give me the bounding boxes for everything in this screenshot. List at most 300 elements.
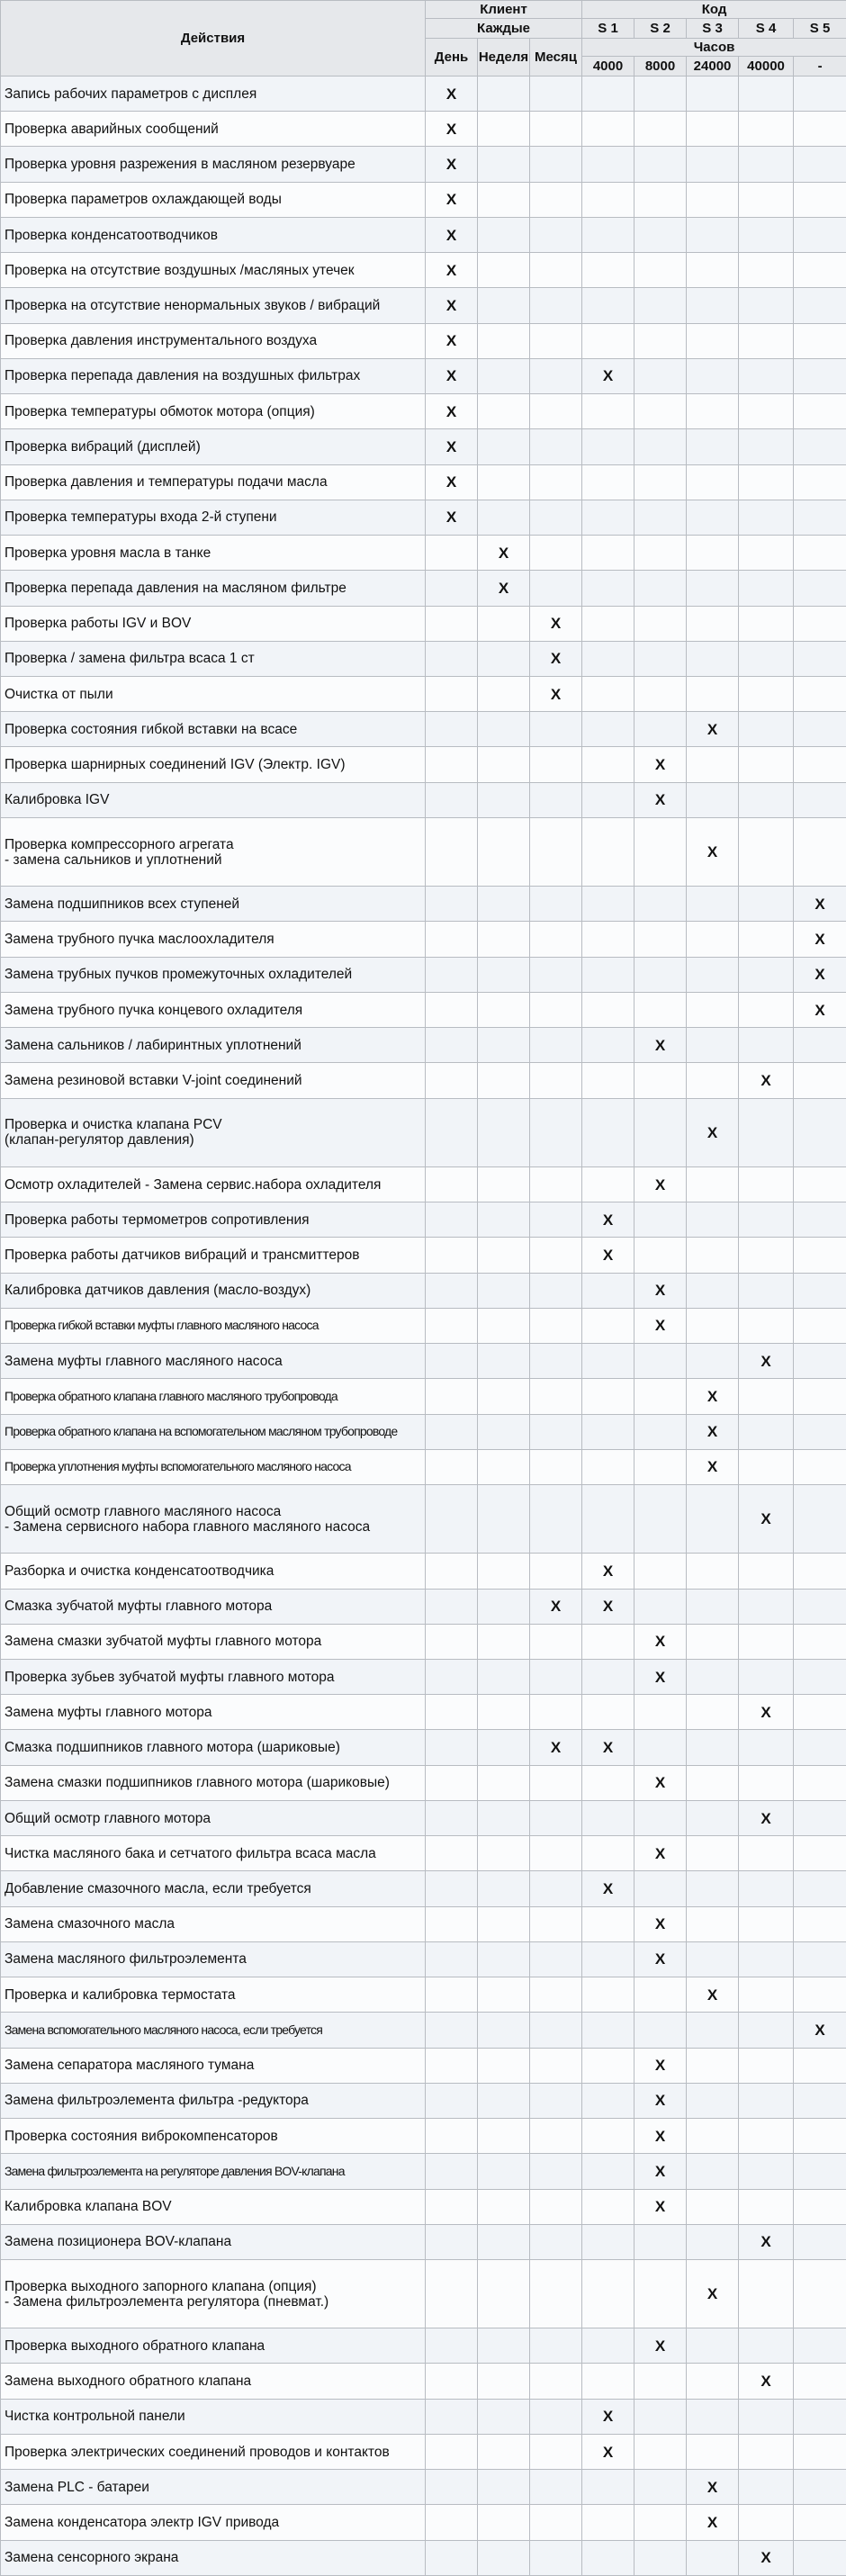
action-cell: [1, 1554, 426, 1589]
mark-cell-week: [478, 394, 530, 429]
mark-cell-s3: [687, 1730, 739, 1765]
mark-cell-s1: [582, 782, 634, 817]
mark-cell-day: [426, 1414, 478, 1449]
hours-header: Часов: [582, 39, 846, 57]
mark-cell-s4: [739, 1098, 794, 1166]
action-label: Общий осмотр главного масляного насоса - Замена сервисного набора главного масляного насоса: [4, 1503, 371, 1535]
mark-cell-week: [478, 1379, 530, 1414]
mark-cell-month: [530, 1977, 582, 2013]
mark-cell-s2: X: [634, 1836, 687, 1871]
mark-cell-s3: X: [687, 1414, 739, 1449]
mark-cell-s5: [794, 676, 846, 711]
mark-cell-week: [478, 712, 530, 747]
table-row: [1, 1871, 846, 1906]
mark-cell-s1: [582, 323, 634, 358]
mark-cell-day: X: [426, 112, 478, 147]
action-cell: [1, 500, 426, 535]
table-row: [1, 2434, 846, 2469]
table-row: [1, 2224, 846, 2259]
mark-cell-month: [530, 1765, 582, 1800]
action-label: Замена вспомогательного масляного насоса, если требуется: [4, 2022, 323, 2037]
mark-cell-s3: [687, 2540, 739, 2575]
mark-cell-s1: [582, 1063, 634, 1098]
mark-cell-s5: [794, 1238, 846, 1273]
mark-cell-day: [426, 2399, 478, 2434]
mark-cell-day: [426, 957, 478, 992]
action-label: Проверка выходного запорного клапана (опция) - Замена фильтроэлемента регулятора (пневмат.): [4, 2278, 329, 2310]
s4-hours: 40000: [739, 57, 794, 77]
mark-cell-week: [478, 887, 530, 922]
mark-cell-month: [530, 1695, 582, 1730]
mark-cell-week: [478, 2048, 530, 2083]
mark-cell-month: [530, 253, 582, 288]
mark-cell-s2: X: [634, 1308, 687, 1343]
client-header: Клиент: [426, 1, 582, 19]
table-row: [1, 2259, 846, 2328]
action-label: Очистка от пыли: [4, 686, 113, 702]
mark-cell-s4: [739, 217, 794, 252]
mark-cell-week: [478, 2154, 530, 2189]
mark-cell-month: [530, 536, 582, 571]
mark-cell-week: [478, 1695, 530, 1730]
mark-cell-s2: [634, 676, 687, 711]
mark-cell-s1: [582, 2470, 634, 2505]
mark-cell-s4: [739, 782, 794, 817]
action-label: Проверка работы термометров сопротивления: [4, 1211, 310, 1228]
mark-cell-s3: [687, 2434, 739, 2469]
mark-cell-s4: [739, 112, 794, 147]
mark-cell-s3: [687, 536, 739, 571]
mark-cell-month: [530, 2505, 582, 2540]
mark-cell-week: [478, 1166, 530, 1202]
mark-cell-month: [530, 2328, 582, 2364]
mark-cell-week: [478, 429, 530, 464]
mark-cell-month: [530, 1238, 582, 1273]
table-row: [1, 464, 846, 500]
table-row: [1, 1941, 846, 1977]
action-label: Замена подшипников всех ступеней: [4, 896, 240, 912]
table-row: [1, 1379, 846, 1414]
mark-cell-s4: [739, 1308, 794, 1343]
mark-cell-s1: [582, 429, 634, 464]
mark-cell-week: [478, 2189, 530, 2224]
mark-cell-s3: [687, 147, 739, 182]
mark-cell-s3: [687, 1941, 739, 1977]
mark-cell-s2: X: [634, 1941, 687, 1977]
mark-cell-s4: [739, 606, 794, 641]
mark-cell-s3: X: [687, 712, 739, 747]
action-label: Проверка электрических соединений проводов и контактов: [4, 2444, 390, 2460]
mark-cell-s2: X: [634, 782, 687, 817]
mark-cell-week: [478, 2434, 530, 2469]
table-row: [1, 1063, 846, 1098]
action-label: Проверка / замена фильтра всаса 1 ст: [4, 651, 255, 667]
mark-cell-week: [478, 1730, 530, 1765]
mark-cell-s5: [794, 1273, 846, 1308]
mark-cell-s2: [634, 1589, 687, 1624]
mark-cell-s4: X: [739, 2364, 794, 2399]
mark-cell-s4: [739, 957, 794, 992]
mark-cell-day: [426, 992, 478, 1027]
mark-cell-month: [530, 782, 582, 817]
mark-cell-s5: [794, 2470, 846, 2505]
mark-cell-day: [426, 887, 478, 922]
mark-cell-month: [530, 571, 582, 606]
mark-cell-s4: [739, 2505, 794, 2540]
mark-cell-month: [530, 957, 582, 992]
mark-cell-s1: [582, 571, 634, 606]
action-label: Проверка перепада давления на воздушных фильтрах: [4, 368, 361, 384]
mark-cell-s5: [794, 1166, 846, 1202]
mark-cell-s1: [582, 887, 634, 922]
action-label: Замена сальников / лабиринтных уплотнений: [4, 1037, 302, 1053]
mark-cell-s5: X: [794, 992, 846, 1027]
action-label: Смазка подшипников главного мотора (шариковые): [4, 1740, 340, 1756]
mark-cell-s3: [687, 2154, 739, 2189]
mark-cell-week: [478, 2470, 530, 2505]
table-row: [1, 358, 846, 393]
mark-cell-week: [478, 217, 530, 252]
action-cell: [1, 992, 426, 1027]
mark-cell-month: [530, 1624, 582, 1659]
mark-cell-s2: [634, 536, 687, 571]
table-row: [1, 641, 846, 676]
mark-cell-week: [478, 1063, 530, 1098]
action-label: Проверка работы датчиков вибраций и трансмиттеров: [4, 1247, 360, 1263]
mark-cell-s5: [794, 2154, 846, 2189]
mark-cell-s1: [582, 2540, 634, 2575]
mark-cell-s3: [687, 429, 739, 464]
mark-cell-s5: [794, 2399, 846, 2434]
mark-cell-day: [426, 1028, 478, 1063]
actions-header: Действия: [1, 1, 426, 77]
mark-cell-month: X: [530, 641, 582, 676]
mark-cell-month: [530, 2154, 582, 2189]
mark-cell-s5: [794, 2189, 846, 2224]
mark-cell-day: X: [426, 147, 478, 182]
mark-cell-week: [478, 1028, 530, 1063]
table-row: [1, 147, 846, 182]
mark-cell-month: [530, 2434, 582, 2469]
action-cell: [1, 1589, 426, 1624]
mark-cell-s4: [739, 500, 794, 535]
mark-cell-s4: [739, 922, 794, 957]
mark-cell-s1: [582, 1273, 634, 1308]
action-cell: [1, 1063, 426, 1098]
action-label: Замена муфты главного мотора: [4, 1704, 212, 1720]
mark-cell-s1: [582, 2505, 634, 2540]
mark-cell-s5: [794, 2328, 846, 2364]
mark-cell-s5: [794, 323, 846, 358]
action-cell: [1, 2154, 426, 2189]
action-cell: [1, 1695, 426, 1730]
mark-cell-s4: [739, 394, 794, 429]
mark-cell-day: [426, 1941, 478, 1977]
mark-cell-s5: [794, 1624, 846, 1659]
mark-cell-s1: [582, 253, 634, 288]
mark-cell-s4: [739, 1273, 794, 1308]
mark-cell-s5: [794, 2048, 846, 2083]
mark-cell-week: [478, 1765, 530, 1800]
mark-cell-week: [478, 1273, 530, 1308]
action-label: Замена смазки зубчатой муфты главного мотора: [4, 1634, 322, 1650]
mark-cell-s2: [634, 2470, 687, 2505]
table-row: [1, 712, 846, 747]
mark-cell-month: [530, 747, 582, 782]
action-cell: [1, 2189, 426, 2224]
mark-cell-month: X: [530, 1730, 582, 1765]
mark-cell-s4: [739, 2328, 794, 2364]
action-cell: [1, 571, 426, 606]
mark-cell-month: [530, 1906, 582, 1941]
mark-cell-month: [530, 464, 582, 500]
action-cell: [1, 323, 426, 358]
mark-cell-s4: [739, 147, 794, 182]
mark-cell-s3: [687, 887, 739, 922]
mark-cell-s5: [794, 1028, 846, 1063]
mark-cell-s5: [794, 1344, 846, 1379]
action-label: Проверка работы IGV и BOV: [4, 616, 192, 632]
mark-cell-week: [478, 2328, 530, 2364]
mark-cell-s4: [739, 1730, 794, 1765]
mark-cell-day: [426, 2364, 478, 2399]
mark-cell-s2: [634, 1695, 687, 1730]
mark-cell-s1: [582, 1414, 634, 1449]
mark-cell-s2: [634, 358, 687, 393]
mark-cell-week: [478, 1238, 530, 1273]
mark-cell-month: [530, 2189, 582, 2224]
action-cell: [1, 2224, 426, 2259]
mark-cell-month: [530, 1379, 582, 1414]
mark-cell-month: [530, 1485, 582, 1554]
action-cell: [1, 358, 426, 393]
mark-cell-s3: [687, 2119, 739, 2154]
mark-cell-s3: [687, 922, 739, 957]
action-cell: [1, 922, 426, 957]
mark-cell-s1: [582, 712, 634, 747]
mark-cell-day: [426, 2434, 478, 2469]
mark-cell-s1: [582, 1659, 634, 1694]
mark-cell-week: [478, 2259, 530, 2328]
mark-cell-s3: [687, 1344, 739, 1379]
mark-cell-s4: [739, 712, 794, 747]
mark-cell-week: [478, 1659, 530, 1694]
mark-cell-day: [426, 1695, 478, 1730]
mark-cell-s4: [739, 2083, 794, 2118]
mark-cell-s1: [582, 288, 634, 323]
mark-cell-month: [530, 2259, 582, 2328]
mark-cell-s1: [582, 1977, 634, 2013]
action-label: Замена фильтроэлемента фильтра -редуктора: [4, 2093, 309, 2109]
action-cell: [1, 2540, 426, 2575]
mark-cell-s1: [582, 464, 634, 500]
mark-cell-s1: [582, 922, 634, 957]
action-label: Замена трубных пучков промежуточных охладителей: [4, 967, 353, 983]
mark-cell-s3: X: [687, 1098, 739, 1166]
mark-cell-s4: X: [739, 2224, 794, 2259]
mark-cell-s4: X: [739, 2540, 794, 2575]
table-row: [1, 77, 846, 112]
mark-cell-s2: [634, 1554, 687, 1589]
action-cell: [1, 217, 426, 252]
mark-cell-s1: [582, 992, 634, 1027]
mark-cell-s3: [687, 464, 739, 500]
mark-cell-s1: [582, 747, 634, 782]
mark-cell-day: [426, 1449, 478, 1484]
action-cell: [1, 2470, 426, 2505]
action-label: Проверка давления и температуры подачи масла: [4, 474, 328, 491]
action-label: Проверка обратного клапана на вспомогательном масляном трубопроводе: [4, 1424, 398, 1439]
action-cell: [1, 1414, 426, 1449]
action-cell: [1, 957, 426, 992]
table-row: [1, 2048, 846, 2083]
mark-cell-s4: [739, 2048, 794, 2083]
table-row: [1, 747, 846, 782]
mark-cell-s3: [687, 782, 739, 817]
s3-hours: 24000: [687, 57, 739, 77]
mark-cell-s3: [687, 957, 739, 992]
mark-cell-s4: X: [739, 1344, 794, 1379]
mark-cell-s3: X: [687, 1379, 739, 1414]
mark-cell-month: X: [530, 676, 582, 711]
mark-cell-s2: [634, 1449, 687, 1484]
mark-cell-month: [530, 1800, 582, 1835]
mark-cell-s1: [582, 77, 634, 112]
mark-cell-month: [530, 77, 582, 112]
mark-cell-week: [478, 1906, 530, 1941]
mark-cell-s2: [634, 641, 687, 676]
mark-cell-s4: [739, 1589, 794, 1624]
mark-cell-s5: [794, 112, 846, 147]
mark-cell-s2: [634, 2013, 687, 2048]
month-header: Месяц: [530, 39, 582, 77]
mark-cell-month: [530, 1166, 582, 1202]
mark-cell-week: [478, 464, 530, 500]
mark-cell-s2: X: [634, 1166, 687, 1202]
mark-cell-s1: [582, 1695, 634, 1730]
mark-cell-s4: [739, 77, 794, 112]
mark-cell-week: X: [478, 536, 530, 571]
action-cell: [1, 1449, 426, 1484]
mark-cell-s4: X: [739, 1800, 794, 1835]
action-label: Замена трубного пучка маслоохладителя: [4, 932, 274, 948]
mark-cell-s4: [739, 817, 794, 886]
mark-cell-s2: [634, 217, 687, 252]
action-cell: [1, 536, 426, 571]
mark-cell-day: [426, 1589, 478, 1624]
action-label: Проверка выходного обратного клапана: [4, 2337, 266, 2354]
mark-cell-s4: [739, 429, 794, 464]
mark-cell-s2: [634, 1800, 687, 1835]
mark-cell-s4: [739, 1554, 794, 1589]
mark-cell-s1: X: [582, 2434, 634, 2469]
action-label: Проверка обратного клапана главного масляного трубопровода: [4, 1388, 338, 1403]
action-label: Разборка и очистка конденсатоотводчика: [4, 1563, 274, 1579]
mark-cell-day: [426, 1871, 478, 1906]
mark-cell-s5: [794, 1589, 846, 1624]
mark-cell-s3: [687, 1906, 739, 1941]
mark-cell-week: [478, 606, 530, 641]
action-label: Замена смазочного масла: [4, 1916, 175, 1932]
table-row: [1, 1485, 846, 1554]
mark-cell-s1: [582, 2259, 634, 2328]
mark-cell-s5: [794, 464, 846, 500]
action-cell: [1, 1379, 426, 1414]
mark-cell-s5: [794, 1695, 846, 1730]
table-row: [1, 1800, 846, 1835]
table-row: [1, 1695, 846, 1730]
mark-cell-day: [426, 1063, 478, 1098]
mark-cell-day: [426, 1836, 478, 1871]
table-row: [1, 2013, 846, 2048]
action-label: Проверка гибкой вставки муфты главного масляного насоса: [4, 1318, 319, 1333]
mark-cell-s1: [582, 2048, 634, 2083]
mark-cell-s5: [794, 571, 846, 606]
mark-cell-week: [478, 1414, 530, 1449]
mark-cell-day: [426, 2189, 478, 2224]
mark-cell-s2: X: [634, 1906, 687, 1941]
mark-cell-week: [478, 992, 530, 1027]
mark-cell-s3: [687, 1485, 739, 1554]
mark-cell-week: [478, 1485, 530, 1554]
mark-cell-day: [426, 1344, 478, 1379]
mark-cell-day: [426, 676, 478, 711]
mark-cell-s4: [739, 1414, 794, 1449]
mark-cell-s2: X: [634, 1028, 687, 1063]
action-cell: [1, 1485, 426, 1554]
mark-cell-s4: [739, 1379, 794, 1414]
table-row: [1, 922, 846, 957]
table-row: [1, 1659, 846, 1694]
mark-cell-month: [530, 1344, 582, 1379]
mark-cell-month: [530, 147, 582, 182]
mark-cell-s2: [634, 394, 687, 429]
mark-cell-day: [426, 1977, 478, 2013]
mark-cell-s3: [687, 1695, 739, 1730]
mark-cell-s5: [794, 1414, 846, 1449]
mark-cell-day: [426, 747, 478, 782]
action-label: Добавление смазочного масла, если требуется: [4, 1881, 311, 1896]
action-label: Замена PLC - батареи: [4, 2479, 149, 2495]
mark-cell-s4: [739, 2013, 794, 2048]
mark-cell-s5: [794, 2540, 846, 2575]
action-cell: [1, 429, 426, 464]
table-row: [1, 2505, 846, 2540]
mark-cell-day: X: [426, 253, 478, 288]
table-row: [1, 288, 846, 323]
table-row: [1, 2470, 846, 2505]
mark-cell-week: [478, 2540, 530, 2575]
mark-cell-day: [426, 2470, 478, 2505]
action-cell: [1, 2399, 426, 2434]
table-row: [1, 782, 846, 817]
mark-cell-s2: X: [634, 747, 687, 782]
s1-hours: 4000: [582, 57, 634, 77]
mark-cell-s4: [739, 1449, 794, 1484]
mark-cell-s2: [634, 2505, 687, 2540]
mark-cell-s1: [582, 1485, 634, 1554]
mark-cell-day: [426, 1906, 478, 1941]
mark-cell-s4: [739, 2119, 794, 2154]
mark-cell-s5: [794, 1379, 846, 1414]
mark-cell-s4: [739, 2154, 794, 2189]
mark-cell-day: X: [426, 394, 478, 429]
action-cell: [1, 1941, 426, 1977]
mark-cell-s1: [582, 1449, 634, 1484]
mark-cell-week: [478, 1589, 530, 1624]
mark-cell-week: [478, 2399, 530, 2434]
mark-cell-s5: [794, 782, 846, 817]
